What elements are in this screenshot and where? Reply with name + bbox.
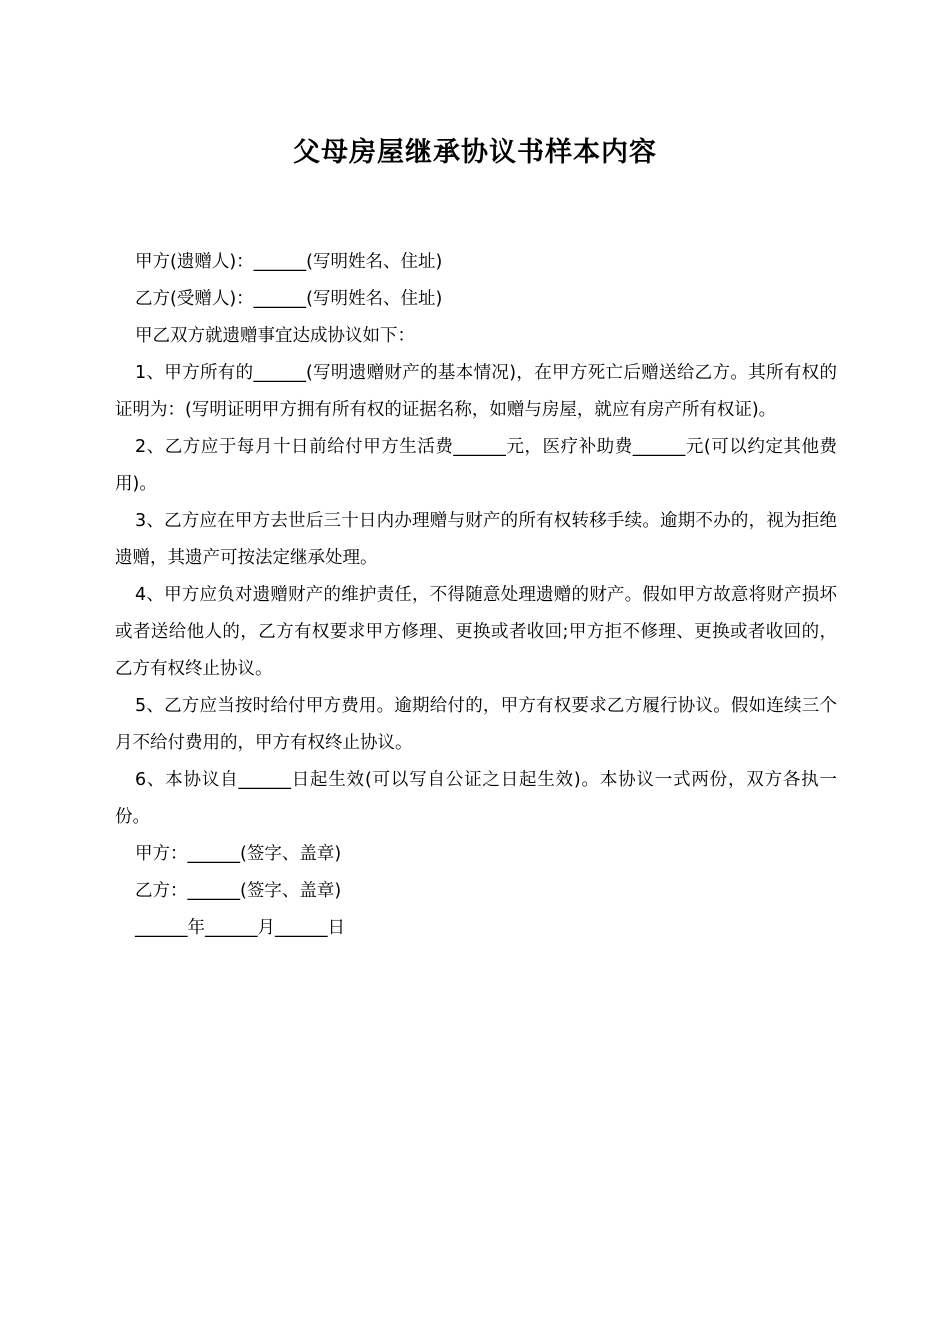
clause-6: 6、本协议自______日起生效(可以写自公证之日起生效)。本协议一式两份，双方各执一份。 xyxy=(115,770,837,827)
agreement-intro: 甲乙双方就遗赠事宜达成协议如下： xyxy=(135,326,415,346)
party-b-signature: 乙方：______(签字、盖章) xyxy=(135,881,342,901)
clause-2: 2、乙方应于每月十日前给付甲方生活费______元，医疗补助费______元(可以约定其他费用)。 xyxy=(115,437,837,494)
clause-5: 5、乙方应当按时给付甲方费用。逾期给付的，甲方有权要求乙方履行协议。假如连续三个月不给付费用的，甲方有权终止协议。 xyxy=(115,696,837,753)
document-body xyxy=(115,244,837,947)
document-title: 父母房屋继承协议书样本内容 xyxy=(293,137,657,168)
clause-1: 1、甲方所有的______(写明遗赠财产的基本情况)，在甲方死亡后赠送给乙方。其所有权的证明为：(写明证明甲方拥有所有权的证据名称，如赠与房屋，就应有房产所有权证)。 xyxy=(115,363,837,420)
party-a-signature: 甲方：______(签字、盖章) xyxy=(135,844,342,864)
party-b-line: 乙方(受赠人)：______(写明姓名、住址) xyxy=(135,289,443,309)
date-line: ______年______月______日 xyxy=(135,918,345,938)
clause-4: 4、甲方应负对遗赠财产的维护责任，不得随意处理遗赠的财产。假如甲方故意将财产损坏或者送给他人的，乙方有权要求甲方修理、更换或者收回;甲方拒不修理、更换或者收回的，乙方有权终止协议。 xyxy=(115,585,837,679)
party-a-line: 甲方(遗赠人)：______(写明姓名、住址) xyxy=(135,252,443,272)
clause-3: 3、乙方应在甲方去世后三十日内办理赠与财产的所有权转移手续。逾期不办的，视为拒绝遗赠，其遗产可按法定继承处理。 xyxy=(115,511,837,568)
